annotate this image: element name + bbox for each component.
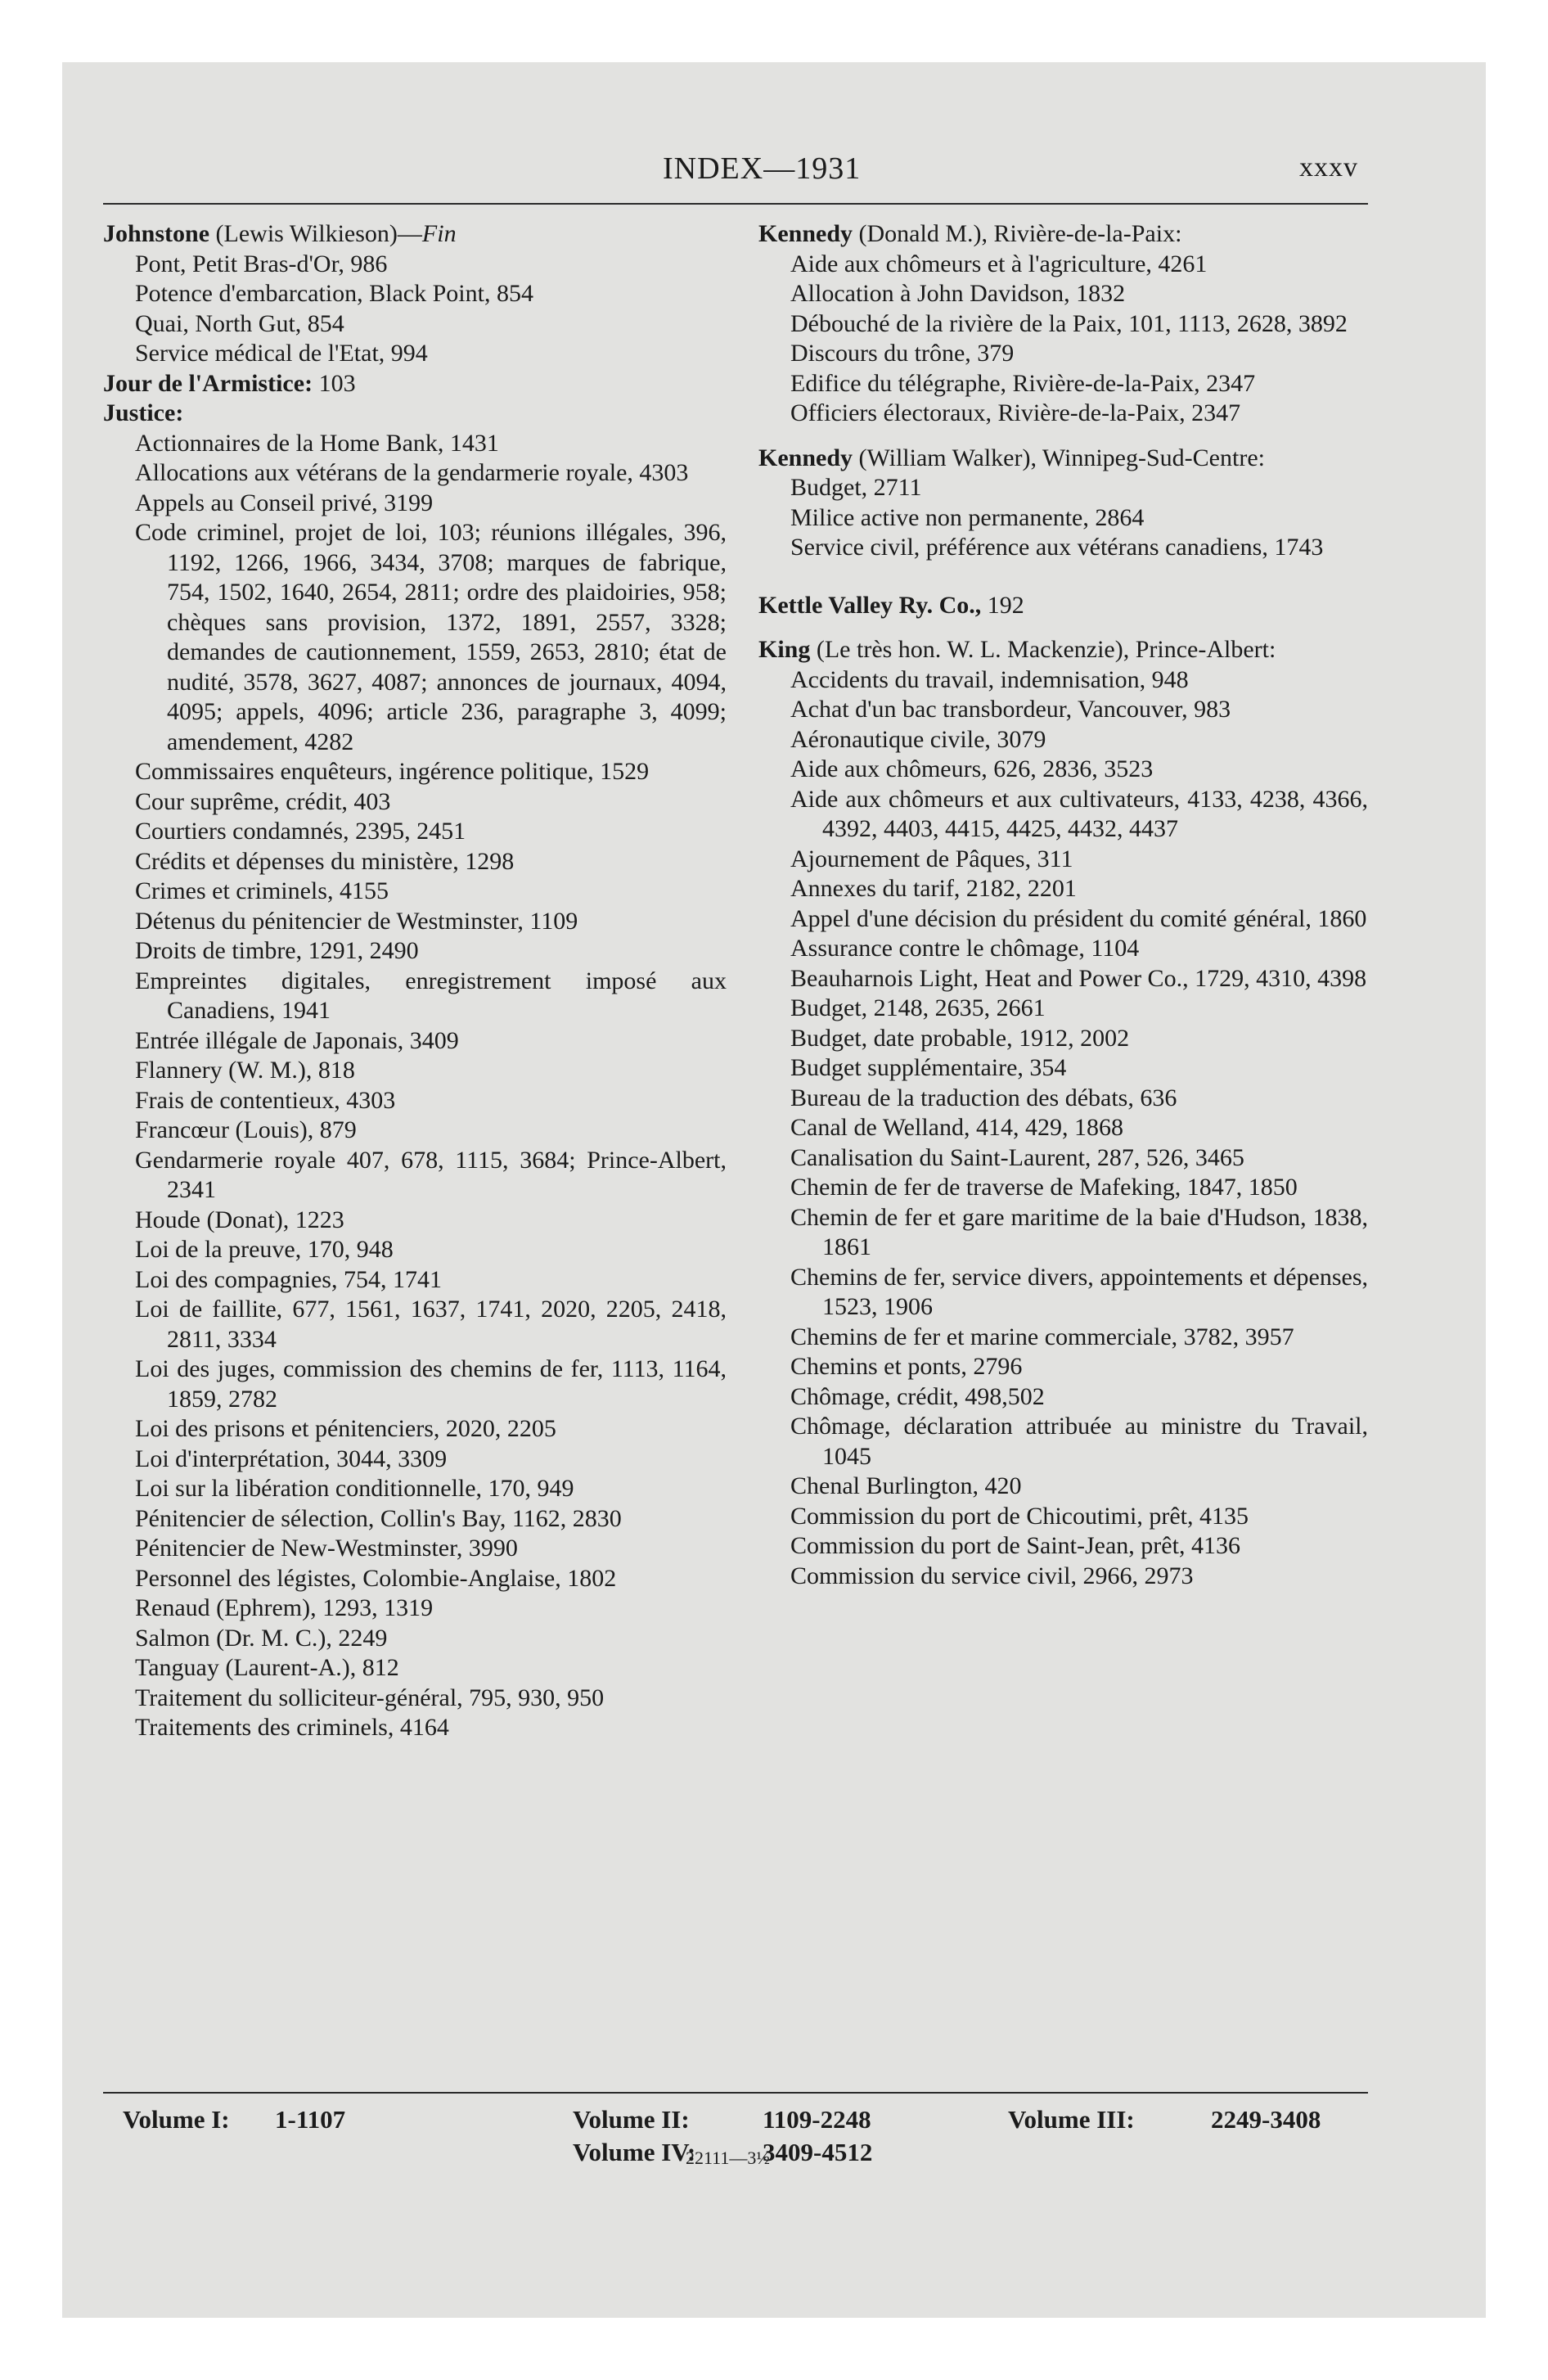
index-entry: Chômage, crédit, 498,502 — [790, 1382, 1045, 1410]
index-entry: Traitement du solliciteur-général, 795, 930, 950 — [135, 1684, 605, 1711]
volume-3-range: 2249-3408 — [1211, 2105, 1321, 2134]
index-entry: Tanguay (Laurent-A.), 812 — [135, 1654, 399, 1681]
index-entry: Loi des juges, commission des chemins de fer, 1113, 1164, 1859, 2782 — [135, 1355, 727, 1413]
index-entry: Loi sur la libération conditionnelle, 170, 949 — [135, 1475, 574, 1502]
index-heading — [103, 399, 727, 429]
index-entry: Edifice du télégraphe, Rivière-de-la-Paix, 2347 — [790, 369, 1256, 397]
index-entry: Budget supplémentaire, 354 — [790, 1054, 1067, 1081]
heading-keyword: King — [758, 636, 811, 663]
page-title: INDEX—1931 — [663, 151, 862, 186]
index-entry: Chemin de fer et gare maritime de la baie d'Hudson, 1838, 1861 — [790, 1203, 1368, 1260]
index-entry: Quai, North Gut, 854 — [135, 309, 344, 337]
index-entry: Potence d'embarcation, Black Point, 854 — [135, 280, 533, 307]
index-entry: Traitements des criminels, 4164 — [135, 1714, 449, 1741]
index-entry: Crédits et dépenses du ministère, 1298 — [135, 847, 515, 875]
index-entry: Droits de timbre, 1291, 2490 — [135, 937, 419, 964]
heading-rest: (William Walker), Winnipeg-Sud-Centre: — [853, 444, 1265, 471]
spacer — [758, 563, 1368, 591]
heading-rest: (Lewis Wilkieson)— — [209, 220, 422, 247]
index-entry: Aide aux chômeurs et à l'agriculture, 4261 — [790, 250, 1208, 277]
index-entry: Allocation à John Davidson, 1832 — [790, 280, 1126, 307]
index-entry: Francœur (Louis), 879 — [135, 1116, 357, 1143]
index-entry: Appels au Conseil privé, 3199 — [135, 489, 434, 516]
index-entry: Loi de la preuve, 170, 948 — [135, 1236, 394, 1263]
index-entry: Budget, date probable, 1912, 2002 — [790, 1024, 1130, 1052]
index-entry: Flannery (W. M.), 818 — [135, 1057, 355, 1084]
heading-keyword: Kennedy — [758, 220, 853, 247]
index-entry: Discours du trône, 379 — [790, 340, 1015, 367]
index-entry: Salmon (Dr. M. C.), 2249 — [135, 1624, 388, 1652]
volume-2-range: 1109-2248 — [763, 2105, 871, 2134]
heading-keyword: Kettle Valley Ry. Co., — [758, 591, 982, 619]
index-entry: Renaud (Ephrem), 1293, 1319 — [135, 1594, 434, 1621]
volume-1-range: 1-1107 — [275, 2105, 346, 2134]
page-number: xxxv — [1299, 152, 1358, 183]
index-entry: Service civil, préférence aux vétérans canadiens, 1743 — [790, 534, 1324, 561]
index-entry: Aéronautique civile, 3079 — [790, 725, 1046, 753]
index-entry: Canalisation du Saint-Laurent, 287, 526, 3465 — [790, 1143, 1244, 1171]
index-column-right — [758, 219, 1368, 1591]
volume-4-label: Volume IV: — [573, 2138, 696, 2166]
index-entry: Budget, 2711 — [790, 474, 922, 501]
spacer — [758, 429, 1368, 444]
footer-rule — [103, 2092, 1368, 2094]
index-entry: Bureau de la traduction des débats, 636 — [790, 1084, 1177, 1111]
volume-4-range: 3409-4512 — [763, 2138, 873, 2166]
index-entry: Pénitencier de New-Westminster, 3990 — [135, 1535, 518, 1562]
index-entry: Commission du service civil, 2966, 2973 — [790, 1562, 1194, 1589]
index-entry: Service médical de l'Etat, 994 — [135, 340, 428, 367]
index-entry: Chemins et ponts, 2796 — [790, 1353, 1023, 1380]
heading-rest: (Le très hon. W. L. Mackenzie), Prince-Albert: — [810, 636, 1276, 663]
index-entry: Personnel des légistes, Colombie-Anglaise, 1802 — [135, 1564, 617, 1592]
heading-keyword: Jour de l'Armistice: — [103, 369, 313, 397]
index-entry: Loi des compagnies, 754, 1741 — [135, 1265, 442, 1293]
index-entry: Chômage, déclaration attribuée au ministre du Travail, 1045 — [790, 1413, 1368, 1470]
index-heading — [758, 219, 1368, 250]
index-entry: Aide aux chômeurs et aux cultivateurs, 4133, 4238, 4366, 4392, 4403, 4415, 4425, 4432, 4437 — [790, 785, 1368, 842]
index-entry: Accidents du travail, indemnisation, 948 — [790, 665, 1189, 693]
index-entry: Entrée illégale de Japonais, 3409 — [135, 1026, 459, 1054]
index-entry: Débouché de la rivière de la Paix, 101, 1113, 2628, 3892 — [790, 309, 1348, 337]
index-heading — [103, 219, 727, 250]
index-entry: Loi des prisons et pénitenciers, 2020, 2205 — [135, 1415, 556, 1442]
volume-3-label: Volume III: — [1008, 2105, 1135, 2134]
index-entry: Courtiers condamnés, 2395, 2451 — [135, 818, 466, 845]
index-entry: Code criminel, projet de loi, 103; réunions illégales, 396, 1192, 1266, 1966, 3434, 3708; marques de fabrique, 754, 1502, 1640, 2654, 2811; ordre des plaidoiries, 958; chèques sans provision, 1372, 1891, 2557, 3328; demandes de cautionnement, 1559, 2653, 2810; état de nudité, 3578, 3627, 4087; annonces de journaux, 4094, 4095; appels, 4096; article 236, paragraphe 3, 4099; amendement, 4282 — [135, 519, 727, 755]
heading-rest: 192 — [981, 591, 1024, 619]
index-entry: Détenus du pénitencier de Westminster, 1109 — [135, 907, 578, 935]
index-entry: Chenal Burlington, 420 — [790, 1472, 1022, 1499]
index-entry: Appel d'une décision du président du comité général, 1860 — [790, 904, 1367, 932]
index-entry: Empreintes digitales, enregistrement imposé aux Canadiens, 1941 — [135, 967, 727, 1024]
heading-keyword: Kennedy — [758, 444, 853, 471]
index-entry: Aide aux chômeurs, 626, 2836, 3523 — [790, 755, 1154, 782]
heading-rest: (Donald M.), Rivière-de-la-Paix: — [853, 220, 1182, 247]
index-entry: Milice active non permanente, 2864 — [790, 503, 1145, 531]
header-rule — [103, 203, 1368, 205]
index-entry: Commission du port de Saint-Jean, prêt, 4136 — [790, 1532, 1240, 1559]
index-entry: Chemins de fer et marine commerciale, 3782, 3957 — [790, 1323, 1294, 1350]
index-heading — [103, 369, 727, 399]
index-entry: Pénitencier de sélection, Collin's Bay, 1162, 2830 — [135, 1504, 622, 1532]
index-entry: Actionnaires de la Home Bank, 1431 — [135, 429, 499, 457]
index-entry: Loi de faillite, 677, 1561, 1637, 1741, 2020, 2205, 2418, 2811, 3334 — [135, 1296, 727, 1353]
index-entry: Loi d'interprétation, 3044, 3309 — [135, 1445, 448, 1472]
heading-keyword: Johnstone — [103, 220, 210, 247]
index-entry: Beauharnois Light, Heat and Power Co., 1729, 4310, 4398 — [790, 964, 1367, 992]
index-entry: Achat d'un bac transbordeur, Vancouver, 983 — [790, 696, 1231, 723]
index-entry: Allocations aux vétérans de la gendarmerie royale, 4303 — [135, 459, 689, 486]
index-entry: Crimes et criminels, 4155 — [135, 877, 389, 904]
index-entry: Chemin de fer de traverse de Mafeking, 1847, 1850 — [790, 1174, 1298, 1201]
print-code: 22111—3½ — [686, 2148, 770, 2168]
index-entry: Cour suprême, crédit, 403 — [135, 787, 391, 815]
index-entry: Gendarmerie royale 407, 678, 1115, 3684; Prince-Albert, 2341 — [135, 1146, 727, 1203]
index-entry: Commission du port de Chicoutimi, prêt, 4135 — [790, 1502, 1249, 1530]
heading-continued: Fin — [421, 220, 457, 247]
index-entry: Budget, 2148, 2635, 2661 — [790, 994, 1046, 1021]
index-heading — [758, 444, 1368, 474]
index-entry: Houde (Donat), 1223 — [135, 1206, 344, 1233]
index-entry: Canal de Welland, 414, 429, 1868 — [790, 1114, 1123, 1141]
index-entry: Frais de contentieux, 4303 — [135, 1086, 396, 1114]
index-column-left — [103, 219, 727, 1743]
volume-1-label: Volume I: — [123, 2105, 230, 2134]
index-entry: Assurance contre le chômage, 1104 — [790, 935, 1140, 962]
index-entry: Annexes du tarif, 2182, 2201 — [790, 875, 1077, 902]
index-entry: Officiers électoraux, Rivière-de-la-Paix, 2347 — [790, 399, 1241, 426]
index-entry: Pont, Petit Bras-d'Or, 986 — [135, 250, 388, 277]
index-entry: Ajournement de Pâques, 311 — [790, 845, 1073, 872]
index-heading — [758, 635, 1368, 665]
heading-keyword: Justice: — [103, 399, 184, 426]
index-entry: Commissaires enquêteurs, ingérence politique, 1529 — [135, 758, 650, 785]
index-entry: Chemins de fer, service divers, appointements et dépenses, 1523, 1906 — [790, 1263, 1368, 1320]
index-heading — [758, 591, 1368, 621]
spacer — [758, 620, 1368, 635]
heading-rest: 103 — [313, 369, 356, 397]
volume-2-label: Volume II: — [573, 2105, 690, 2134]
